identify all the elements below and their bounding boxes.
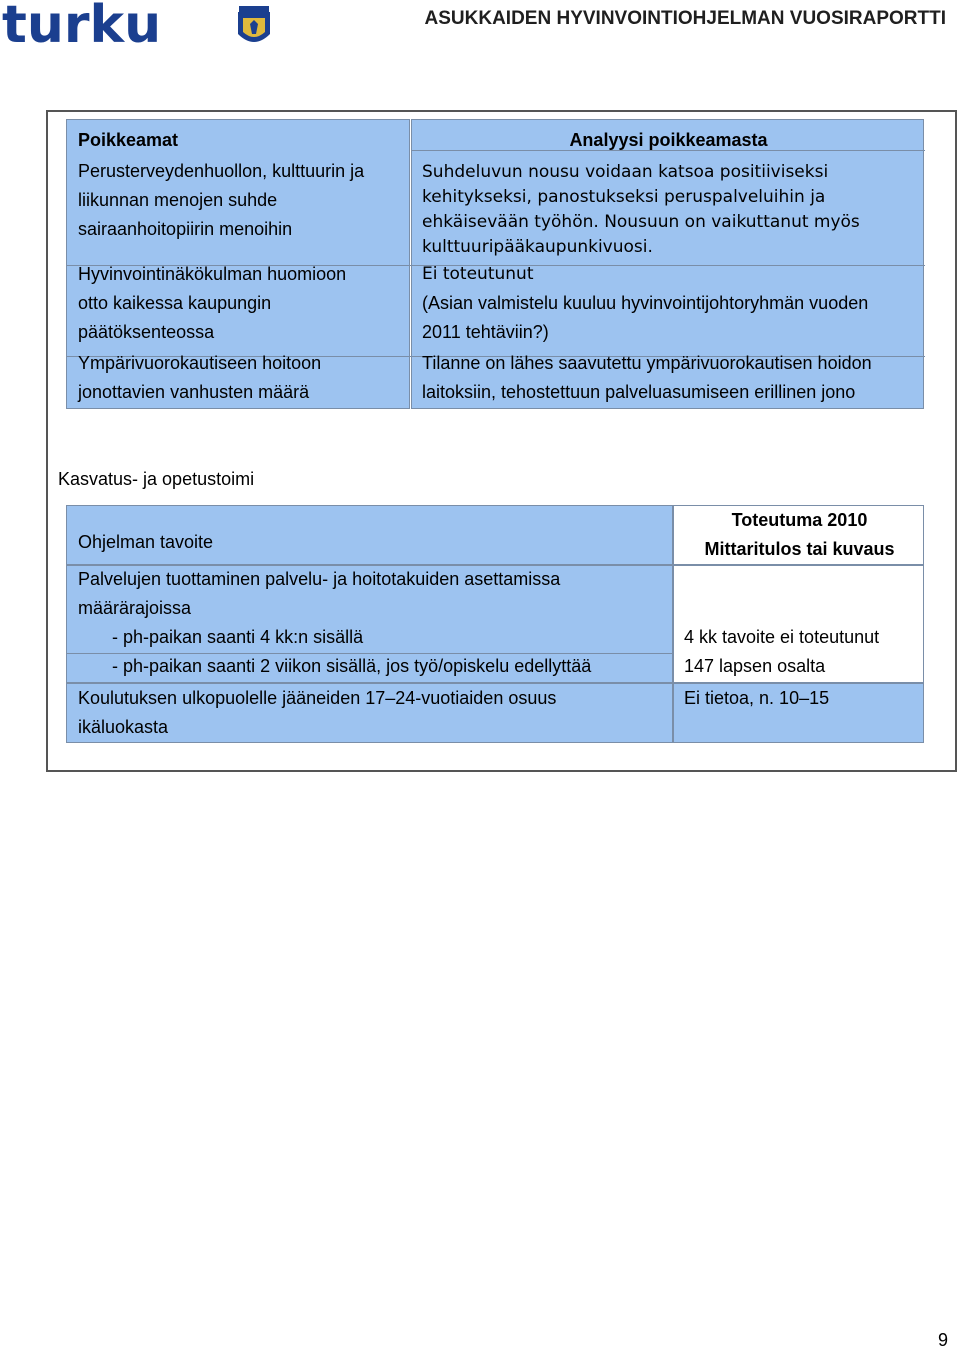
- goal-cell: [66, 683, 673, 743]
- result-cell: [673, 683, 924, 743]
- goal-bullet: - ph-paikan saanti 2 viikon sisällä, jos työ/opiskelu edellyttää: [112, 656, 592, 676]
- result-header-line2: Mittaritulos tai kuvaus: [704, 539, 895, 559]
- result-header-cell: [673, 505, 924, 565]
- goal-header-cell: [66, 505, 673, 565]
- result-line: Ei tietoa, n. 10–15: [684, 688, 830, 708]
- deviation-line: Ympärivuorokautiseen hoitoon: [78, 353, 322, 373]
- section-heading: Kasvatus- ja opetustoimi: [58, 469, 255, 489]
- analysis-line: Tilanne on lähes saavutettu ympärivuorokautisen hoidon: [422, 353, 872, 373]
- deviation-line: otto kaikessa kaupungin: [78, 293, 272, 313]
- result-cell: [673, 565, 924, 683]
- goal-cell: [66, 565, 673, 683]
- turku-logo: [0, 0, 280, 52]
- analysis-line: laitoksiin, tehostettuun palveluasumiseen erillinen jono: [422, 382, 856, 402]
- goal-line: Koulutuksen ulkopuolelle jääneiden 17–24-vuotiaiden osuus: [78, 688, 557, 708]
- deviation-line: päätöksenteossa: [78, 322, 215, 342]
- deviation-line: jonottavien vanhusten määrä: [78, 382, 310, 402]
- goal-line: Palvelujen tuottaminen palvelu- ja hoitotakuiden asettamissa: [78, 569, 561, 589]
- analysis-line: (Asian valmistelu kuuluu hyvinvointijohtoryhmän vuoden: [422, 293, 869, 313]
- goal-line: määrärajoissa: [78, 598, 192, 618]
- result-line: 147 lapsen osalta: [684, 656, 826, 676]
- deviation-line: Hyvinvointinäkökulman huomioon: [78, 264, 347, 284]
- page-number: 9: [937, 1330, 948, 1350]
- analysis-line: Ei toteutunut: [422, 264, 534, 284]
- logo-text: turku: [2, 0, 162, 52]
- deviation-line: liikunnan menojen suhde: [78, 190, 278, 210]
- analysis-line: kulttuuripääkaupunkivuosi.: [422, 237, 653, 257]
- analysis-header: Analyysi poikkeamasta: [569, 130, 768, 150]
- analysis-cell: [411, 119, 924, 409]
- goal-header: Ohjelman tavoite: [78, 532, 214, 552]
- result-header-line1: Toteutuma 2010: [731, 510, 868, 530]
- analysis-line: kehitykseksi, panostukseksi peruspalveluihin ja: [422, 187, 826, 207]
- analysis-line: 2011 tehtäviin?): [422, 322, 549, 342]
- analysis-line: ehkäisevään työhön. Nousuun on vaikuttanut myös: [422, 212, 860, 232]
- goal-line: ikäluokasta: [78, 717, 169, 737]
- deviations-header: Poikkeamat: [78, 130, 179, 150]
- document-title: ASUKKAIDEN HYVINVOINTIOHJELMAN VUOSIRAPORTTI: [424, 8, 946, 29]
- coat-of-arms-icon: [238, 6, 270, 42]
- result-line: 4 kk tavoite ei toteutunut: [684, 627, 880, 647]
- goal-bullet: - ph-paikan saanti 4 kk:n sisällä: [112, 627, 364, 647]
- deviation-line: Perusterveydenhuollon, kulttuurin ja: [78, 161, 365, 181]
- deviations-cell: [66, 119, 410, 409]
- deviation-line: sairaanhoitopiirin menoihin: [78, 219, 293, 239]
- analysis-line: Suhdeluvun nousu voidaan katsoa positiiviseksi: [422, 162, 829, 182]
